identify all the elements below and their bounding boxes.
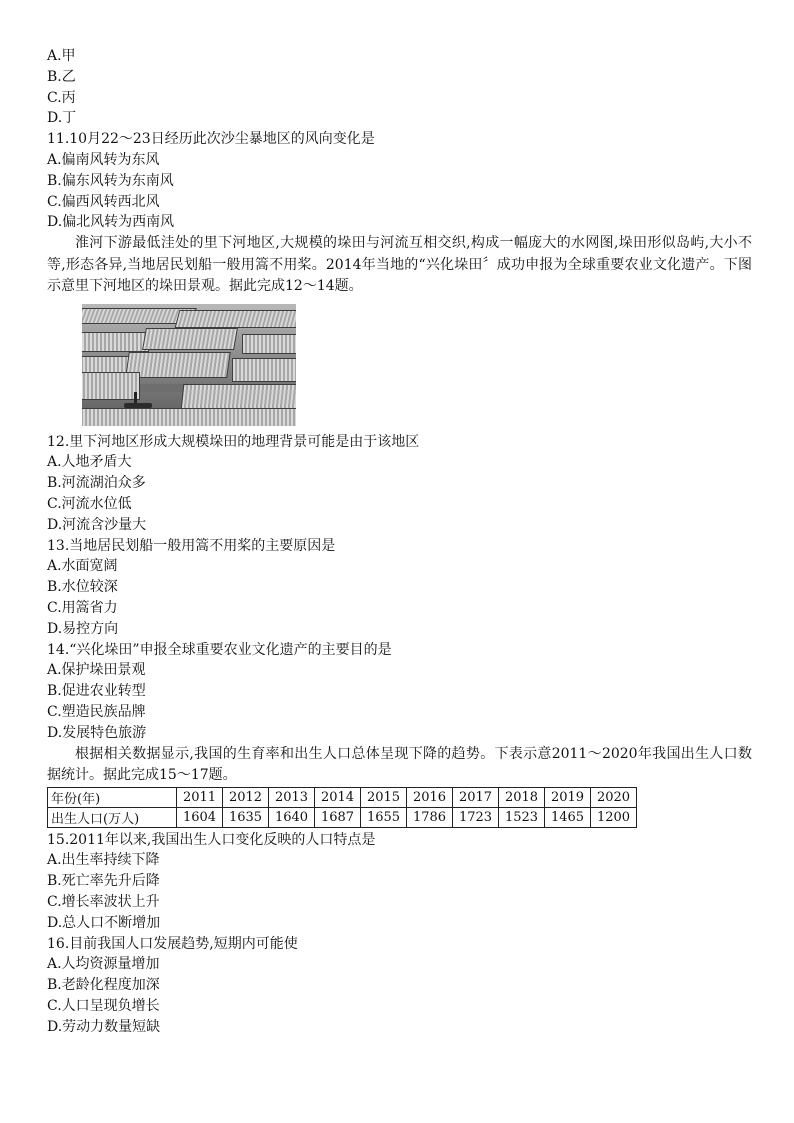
question-stem: 12.里下河地区形成大规模垛田的地理背景可能是由于该地区 bbox=[47, 433, 420, 450]
passage-population: 根据相关数据显示,我国的生育率和出生人口总体呈现下降的趋势。下表示意2011～2020年我国出生人口数据统计。据此完成15～17题。 bbox=[47, 745, 752, 784]
option-d: D.河流含沙量大 bbox=[47, 516, 147, 533]
table-cell-year: 2015 bbox=[361, 787, 407, 807]
option-d: D.发展特色旅游 bbox=[47, 724, 147, 741]
question-15 bbox=[47, 830, 752, 934]
option-b: B.乙 bbox=[47, 68, 76, 85]
option-c: C.增长率波状上升 bbox=[47, 894, 160, 911]
table-cell-value: 1687 bbox=[315, 807, 361, 827]
option-a: A.出生率持续下降 bbox=[47, 852, 160, 869]
option-b: B.河流湖泊众多 bbox=[47, 475, 146, 492]
question-14 bbox=[47, 640, 752, 744]
table-cell-value: 1604 bbox=[177, 807, 223, 827]
question-stem: 13.当地居民划船一般用篙不用桨的主要原因是 bbox=[47, 537, 336, 554]
table-row-births bbox=[48, 807, 637, 827]
option-c: C.人口呈现负增长 bbox=[47, 998, 160, 1014]
table-cell-value: 1465 bbox=[545, 807, 591, 827]
option-d: D.总人口不断增加 bbox=[47, 914, 161, 931]
table-cell-year: 2018 bbox=[499, 787, 545, 807]
option-c: C.用篙省力 bbox=[47, 600, 118, 617]
option-c: C.河流水位低 bbox=[47, 496, 132, 513]
table-cell-year: 2011 bbox=[177, 787, 223, 807]
table-cell-year: 2012 bbox=[223, 787, 269, 807]
table-cell-value: 1655 bbox=[361, 807, 407, 827]
option-a: A.甲 bbox=[47, 48, 76, 64]
content bbox=[47, 46, 752, 1038]
option-c: C.丙 bbox=[47, 89, 76, 106]
option-b: B.死亡率先升后降 bbox=[47, 873, 160, 890]
boatman bbox=[134, 392, 137, 403]
option-a: A.人地矛盾大 bbox=[47, 454, 132, 471]
option-c: C.塑造民族品牌 bbox=[47, 704, 146, 721]
question-16 bbox=[47, 934, 752, 1038]
table-cell-value: 1200 bbox=[591, 807, 637, 827]
option-a: A.保护垛田景观 bbox=[47, 662, 146, 679]
option-b: B.偏东风转为东南风 bbox=[47, 172, 174, 189]
option-b: B.促进农业转型 bbox=[47, 683, 146, 700]
option-a: A.人均资源量增加 bbox=[47, 956, 160, 973]
question-11 bbox=[47, 129, 752, 233]
option-b: B.水位较深 bbox=[47, 579, 118, 596]
option-d: D.丁 bbox=[47, 110, 77, 127]
table-row-years bbox=[48, 787, 637, 807]
duotian-landscape-photo bbox=[82, 304, 296, 426]
option-c: C.偏西风转西北风 bbox=[47, 193, 160, 210]
question-12 bbox=[47, 432, 752, 536]
table-cell-value: 1635 bbox=[223, 807, 269, 827]
question-13 bbox=[47, 536, 752, 640]
table-cell-year: 2020 bbox=[591, 787, 637, 807]
table-cell-year: 2016 bbox=[407, 787, 453, 807]
option-b: B.老龄化程度加深 bbox=[47, 977, 160, 994]
table-cell-year: 2019 bbox=[545, 787, 591, 807]
question-10-options bbox=[47, 46, 752, 129]
table-cell-value: 1723 bbox=[453, 807, 499, 827]
passage-duotian: 淮河下游最低洼处的里下河地区,大规模的垛田与河流互相交织,构成一幅庞大的水网图,垛田形似岛屿,大小不等,形态各异,当地居民划船一般用篙不用桨。2014年当地的“兴化垛田〞成功申报为全球重要农业文化遗产。下图示意里下河地区的垛田景观。据此完成12～14题。 bbox=[47, 235, 752, 295]
option-d: D.易控方向 bbox=[47, 620, 119, 637]
boat bbox=[124, 403, 152, 408]
table-cell-year: 2014 bbox=[315, 787, 361, 807]
question-stem: 14.“兴化垛田”申报全球重要农业文化遗产的主要目的是 bbox=[47, 641, 392, 658]
table-cell-value: 1523 bbox=[499, 807, 545, 827]
question-stem: 11.10月22～23日经历此次沙尘暴地区的风向变化是 bbox=[47, 131, 375, 148]
option-a: A.偏南风转为东风 bbox=[47, 151, 160, 168]
table-cell-year: 2017 bbox=[453, 787, 499, 807]
question-stem: 15.2011年以来,我国出生人口变化反映的人口特点是 bbox=[47, 831, 376, 848]
table-cell-value: 1640 bbox=[269, 807, 315, 827]
question-stem: 16.目前我国人口发展趋势,短期内可能使 bbox=[47, 935, 298, 952]
option-d: D.劳动力数量短缺 bbox=[47, 1018, 161, 1035]
table-row-label: 出生人口(万人) bbox=[48, 807, 177, 827]
table-cell-year: 2013 bbox=[269, 787, 315, 807]
birth-population-table bbox=[47, 787, 637, 828]
table-header-label: 年份(年) bbox=[48, 787, 177, 807]
table-cell-value: 1786 bbox=[407, 807, 453, 827]
option-d: D.偏北风转为西南风 bbox=[47, 214, 175, 231]
option-a: A.水面宽阔 bbox=[47, 558, 118, 575]
